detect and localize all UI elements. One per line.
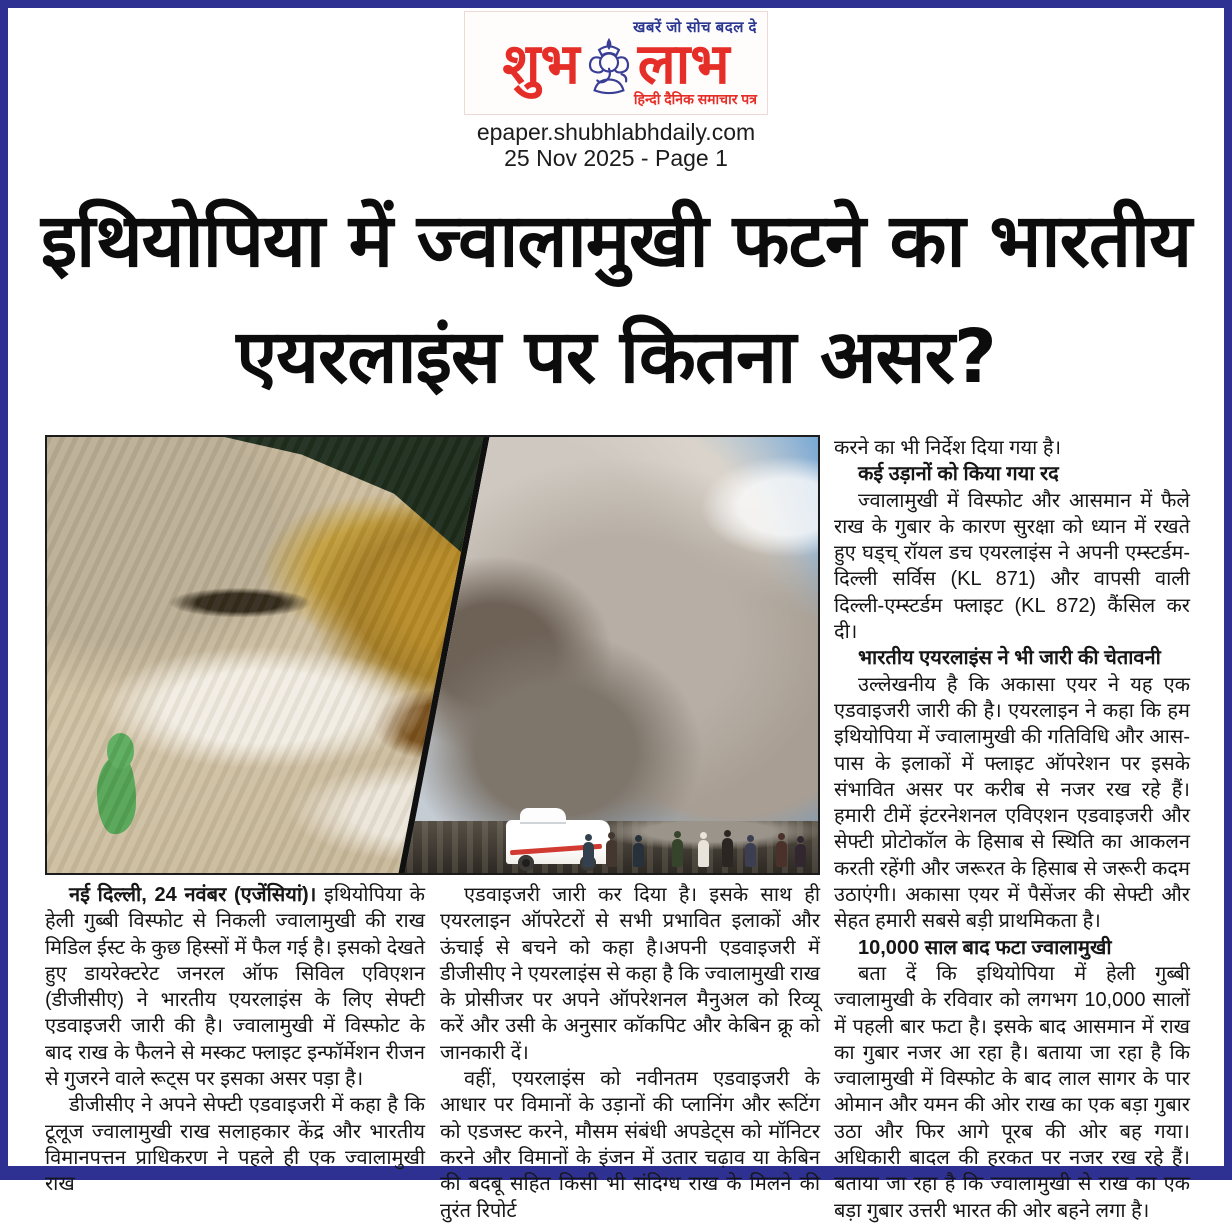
article-photo-block xyxy=(45,435,820,875)
column-2 xyxy=(440,882,820,1224)
main-headline xyxy=(8,183,1224,415)
person-figure xyxy=(606,840,617,867)
truck-wheel xyxy=(518,855,534,871)
col2-paragraph-1: एडवाइजरी जारी कर दिया है। इसके साथ ही एयरलाइन ऑपरेटरों से सभी प्रभावित इलाकों और ऊंचाई से बचने को कहा है।अपनी एडवाइजरी में डीजीसीए ने एयरलाइंस से कहा है कि ज्वालामुखी राख के प्रोसीजर पर अपने ऑपरेशनल मैनुअल को रिव्यू करें और उसी के अनुसार कॉकपिट और केबिन क्रू को जानकारी दें। xyxy=(440,884,820,1064)
col3-paragraph-2: उल्लेखनीय है कि अकासा एयर ने यह एक एडवाइजरी जारी की है। एयरलाइन ने कहा कि हम इथियोपिया में ज्वालामुखी की गतिविधि और आस-पास के इलाकों में फ्लाइट ऑपरेशन पर इसके संभावित असर पर करीब से नजर रख रहे हैं। हमारी टीमें इंटरनेशनल एविएशन एडवाइजरी और सेफ्टी प्रोटोकॉल के हिसाब से स्थिति का आकलन करती रहेंगी और जरूरत के हिसाब से जरूरी कदम उठाएंगी। अकासा एयर में पैसेंजर की सेफ्टी और सेहत हमारी सबसे बड़ी प्राथमिकता है। xyxy=(834,673,1190,933)
column-1 xyxy=(45,882,425,1224)
col3-paragraph-1: ज्वालामुखी में विस्फोट और आसमान में फैले राख के गुबार के कारण सुरक्षा को ध्यान में रखते हुए घड्च् रॉयल डच एयरलाइंस ने अपनी एम्स्टर्डम-दिल्ली सर्विस (KL 871) और वापसी वाली दिल्ली-एम्स्टर्डम फ्लाइट (KL 872) कैंसिल कर दी। xyxy=(834,489,1190,644)
headline-line1: इथियोपिया में ज्वालामुखी फटने का भारतीय xyxy=(40,198,1192,284)
site-lines xyxy=(8,119,1224,171)
newspaper-masthead xyxy=(464,11,768,115)
green-vegetation-patch xyxy=(97,755,136,833)
lower-columns xyxy=(45,882,820,1224)
col1-para1-text: इथियोपिया के हेली गुब्बी विस्फोट से निकली ज्वालामुखी की राख मिडिल ईस्ट के कुछ हिस्सों में फैल गई है। इसको देखते हुए डायरेक्टरेट जनरल ऑफ सिविल एविएशन (डीजीसीए) ने भारतीय एयरलाइंस के लिए सेफ्टी एडवाइजरी जारी की है। ज्वालामुखी में विस्फोट के बाद राख के फैलने से मस्कट फ्लाइट इन्फॉर्मेशन रीजन से गुजरने वाले रूट्स पर इसका असर पड़ा है। xyxy=(45,884,425,1091)
person-figure xyxy=(722,838,733,867)
person-figure xyxy=(795,844,806,867)
person-figure xyxy=(583,842,594,867)
person-figure xyxy=(745,843,756,867)
masthead-subtitle: हिन्दी दैनिक समाचार पत्र xyxy=(633,91,757,107)
ganesha-icon xyxy=(582,34,636,100)
col3-subhead-2: भारतीय एयरलाइंस ने भी जारी की चेतावनी xyxy=(858,647,1161,670)
col3-subhead-1: कई उड़ानों को किया गया रद xyxy=(858,463,1059,486)
col2-paragraph-2: वहीं, एयरलाइंस को नवीनतम एडवाइजरी के आधार पर विमानों के उड़ानों की प्लानिंग और रूटिंग को एडजस्ट करने, मौसम संबंधी अपडेट्स को मॉनिटर करने और विमानों के इंजन में उतार चढ़ाव या केबिन की बदबू सहित किसी भी संदिग्ध राख के मिलने की तुरंत रिपोर्ट xyxy=(440,1068,820,1222)
left-zone xyxy=(45,435,820,1222)
column-3 xyxy=(834,435,1190,1222)
masthead-title-left: शुभ xyxy=(502,32,580,97)
person-figure xyxy=(698,840,709,867)
masthead-tagline: खबरें जो सोच बदल दे xyxy=(633,19,757,36)
epaper-url: epaper.shubhlabhdaily.com xyxy=(476,119,756,145)
col3-subhead-3: 10,000 साल बाद फटा ज्वालामुखी xyxy=(858,936,1112,959)
col3-paragraph-0: करने का भी निर्देश दिया गया है। xyxy=(834,437,1062,459)
date-page-indicator: 25 Nov 2025 - Page 1 xyxy=(504,145,728,171)
col3-paragraph-3: बता दें कि इथियोपिया में हेली गुब्बी ज्वालामुखी के रविवार को लगभग 10,000 सालों में पहली बार फटा है। इसके बाद आसमान में राख का गुबार नजर आ रहा है। बताया जा रहा है कि ज्वालामुखी में विस्फोट के बाद लाल सागर के पार ओमान और यमन की ओर राख का एक बड़ा गुबार उठा और फिर आगे पूरब की ओर बह गया। अधिकारी बादल की हरकत पर नजर रख रहे हैं। बताया जा रहा है कि ज्वालामुखी से राख का एक बड़ा गुबार उत्तरी भारत की ओर बहने लगा है। xyxy=(834,962,1190,1222)
person-figure xyxy=(633,843,644,867)
person-figure xyxy=(672,839,683,867)
headline-line2: एयरलाइंस पर कितना असर? xyxy=(236,314,996,400)
dateline: नई दिल्ली, 24 नवंबर (एजेंसियां)। xyxy=(69,884,317,906)
col1-paragraph-1 xyxy=(45,882,425,1092)
masthead-title-right: लाभ xyxy=(637,32,730,97)
person-figure xyxy=(776,841,787,867)
col1-paragraph-2: डीजीसीए ने अपने सेफ्टी एडवाइजरी में कहा है कि टूलूज ज्वालामुखी राख सलाहकार केंद्र और भारतीय विमानपत्तन प्राधिकरण ने पहले ही एक ज्वालामुखी राख xyxy=(45,1094,425,1196)
white-pickup-truck xyxy=(506,820,610,864)
article-content xyxy=(45,435,1190,1222)
